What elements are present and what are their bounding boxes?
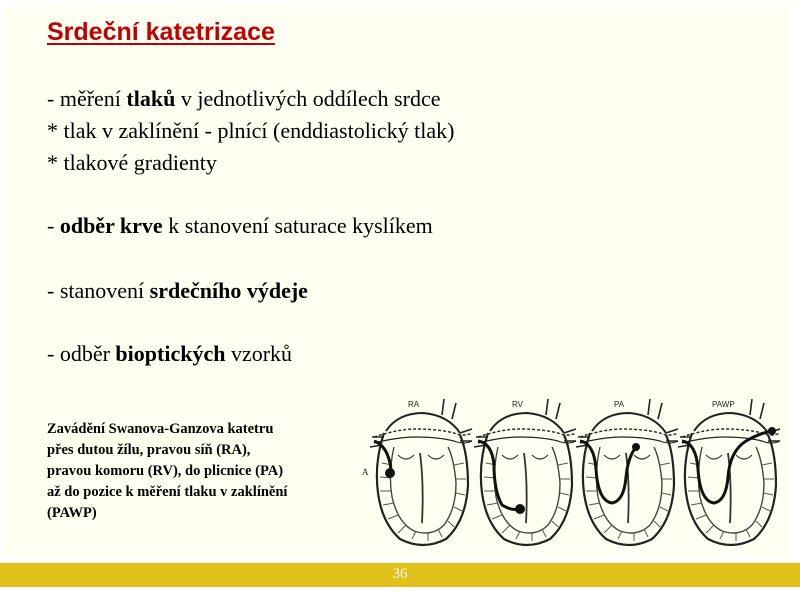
bullet-biopsy <box>47 341 292 367</box>
heart-panel-pawp <box>678 399 780 545</box>
bullet-emphasis: tlaků <box>126 86 176 111</box>
bullet-text: - odběr <box>47 341 116 366</box>
bullet-pressure-gradients: * tlakové gradienty <box>47 150 217 175</box>
bullet-text: vzorků <box>225 341 293 366</box>
panel-label-rv: RV <box>512 400 523 409</box>
panel-label-pawp: PAWP <box>712 400 735 409</box>
slide-title: Srdeční katetrizace <box>47 18 275 46</box>
heart-panel-ra <box>370 399 472 545</box>
bullet-text: v jednotlivých oddílech srdce <box>175 86 441 111</box>
figure-side-label: A <box>362 467 369 477</box>
footer-bar <box>0 563 800 587</box>
bullet-pressure-measurement <box>47 86 440 112</box>
bullet-emphasis: bioptických <box>115 341 226 366</box>
heart-diagram-svg <box>360 393 800 548</box>
panel-label-ra: RA <box>408 400 420 409</box>
page-number: 36 <box>392 566 408 582</box>
panel-label-pa: PA <box>614 400 625 409</box>
figure-caption <box>47 419 347 524</box>
bullet-emphasis: odběr krve <box>59 213 163 238</box>
bullet-cardiac-output <box>47 278 308 304</box>
caption-line: až do pozice k měření tlaku v zaklínění <box>47 484 288 500</box>
heart-panel-pa <box>576 399 678 545</box>
heart-panel-rv <box>474 399 576 545</box>
caption-line: přes dutou žílu, pravou síň (RA), <box>47 442 251 458</box>
bullet-text: k stanovení saturace kyslíkem <box>162 213 433 238</box>
bullet-blood-sampling <box>47 213 433 239</box>
bullet-wedge-pressure: * tlak v zaklínění - plnící (enddiastolický tlak) <box>47 118 455 143</box>
bullet-emphasis: srdečního výdeje <box>149 278 308 303</box>
bullet-text: - měření <box>47 86 127 111</box>
swan-ganz-catheter-figure <box>360 393 800 548</box>
caption-line: (PAWP) <box>47 505 97 521</box>
caption-line: pravou komoru (RV), do plicnice (PA) <box>47 463 284 479</box>
caption-line: Zavádění Swanova-Ganzova katetru <box>47 421 274 437</box>
bullet-text: - <box>47 213 60 238</box>
bullet-text: - stanovení <box>47 278 150 303</box>
